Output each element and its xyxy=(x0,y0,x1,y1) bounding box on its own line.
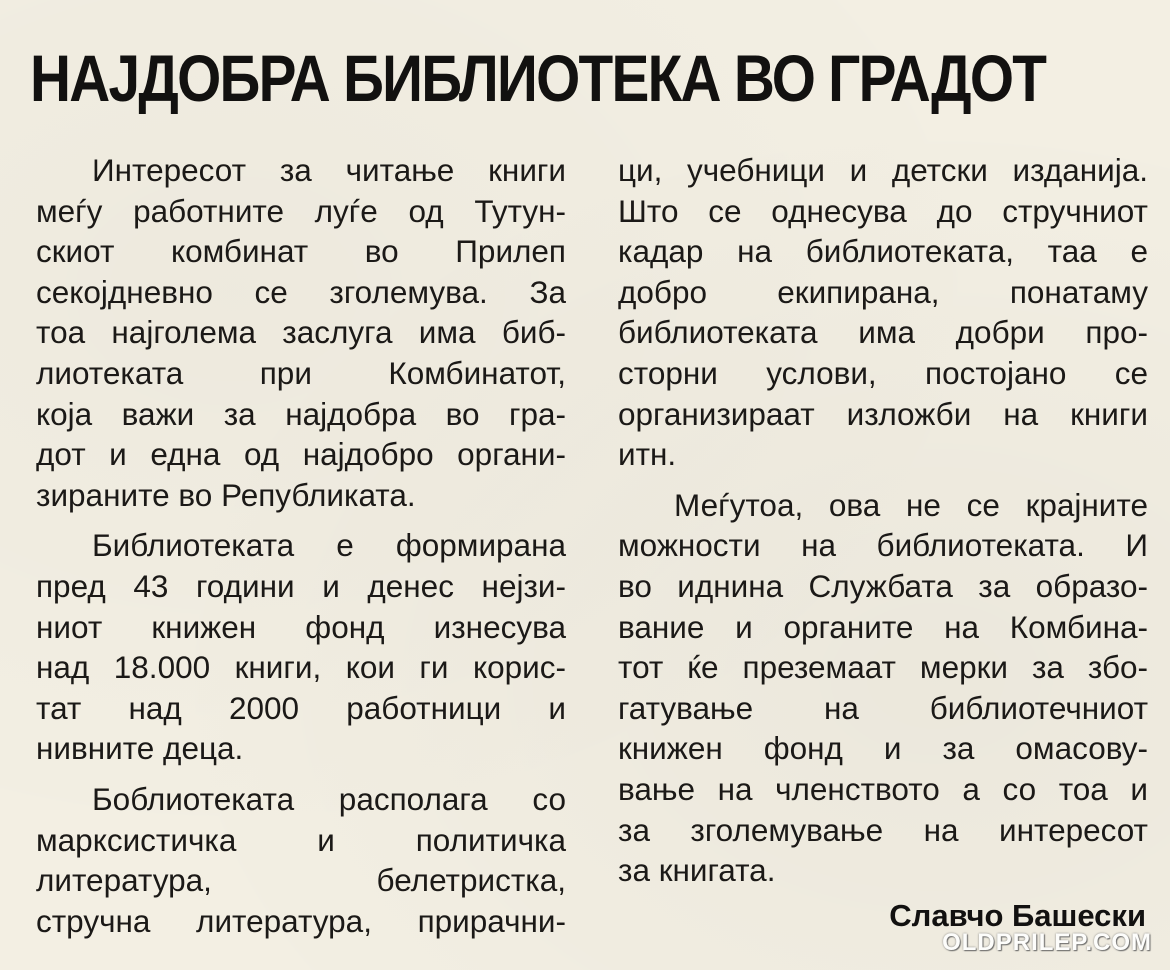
text-line: итн. xyxy=(618,436,677,473)
text-line: Библиотеката е формирана xyxy=(92,527,566,564)
text-line: кадар на библиотеката, таа е xyxy=(618,233,1148,270)
text-line: за книгата. xyxy=(618,852,776,889)
text-line: за зголемување на интересот xyxy=(618,811,1148,848)
text-line: над 18.000 книги, кои ги корис- xyxy=(36,649,566,686)
text-line: ци, учебници и детски изданија. xyxy=(618,152,1148,188)
article-headline: НАЈДОБРА БИБЛИОТЕКА ВО ГРАДОТ xyxy=(30,41,1046,115)
text-line: тот ќе преземаат мерки за збо- xyxy=(618,649,1148,686)
text-line: литература, белетристка, xyxy=(36,862,566,899)
site-watermark: OLDPRILEP.COM xyxy=(942,929,1152,956)
text-line: гатување на библиотечниот xyxy=(618,689,1148,726)
text-line: скиот комбинат во Прилеп xyxy=(36,233,566,270)
text-line: дот и една од најдобро органи- xyxy=(36,436,566,473)
paragraph-1 xyxy=(36,150,566,515)
text-line: стручна литература, прирачни- xyxy=(36,902,566,939)
text-line: организираат изложби на книги xyxy=(618,395,1148,432)
right-column xyxy=(618,150,1148,901)
paragraph-3-continued xyxy=(618,150,1148,475)
text-line: меѓу работните луѓе од Тутун- xyxy=(36,192,566,229)
text-line: добро екипирана, понатаму xyxy=(618,273,1148,310)
text-line: која важи за најдобра во гра- xyxy=(36,395,566,432)
text-line: библиотеката има добри про- xyxy=(618,314,1148,351)
author-byline: Славчо Башески xyxy=(889,898,1146,933)
text-line: книжен фонд и за омасову- xyxy=(618,730,1148,767)
text-line: лиотеката при Комбинатот, xyxy=(36,354,566,391)
text-line: вање на членството а со тоа и xyxy=(618,770,1148,807)
paragraph-4 xyxy=(618,485,1148,891)
text-line: нивните деца. xyxy=(36,730,244,767)
text-line: во иднина Службата за образо- xyxy=(618,567,1148,604)
text-line: вание и органите на Комбина- xyxy=(618,608,1148,645)
text-line: пред 43 години и денес нејзи- xyxy=(36,567,566,604)
paragraph-2 xyxy=(36,525,566,769)
text-line: тоа најголема заслуга има биб- xyxy=(36,314,566,351)
text-line: Боблиотеката располага со xyxy=(92,780,566,817)
paragraph-3 xyxy=(36,779,566,941)
text-line: можности на библиотеката. И xyxy=(618,527,1148,564)
text-line: марксистичка и политичка xyxy=(36,821,566,858)
text-line: секојдневно се зголемува. За xyxy=(36,273,566,310)
text-line: тат над 2000 работници и xyxy=(36,689,566,726)
text-line: зираните во Републиката. xyxy=(36,476,416,513)
text-line: ниот книжен фонд изнесува xyxy=(36,608,566,645)
text-line: Што се однесува до стручниот xyxy=(618,192,1148,229)
text-line: сторни услови, постојано се xyxy=(618,354,1148,391)
text-line: Меѓутоа, ова не се крајните xyxy=(674,486,1148,523)
text-line: Интересот за читање книги xyxy=(92,152,566,188)
left-column xyxy=(36,150,566,951)
